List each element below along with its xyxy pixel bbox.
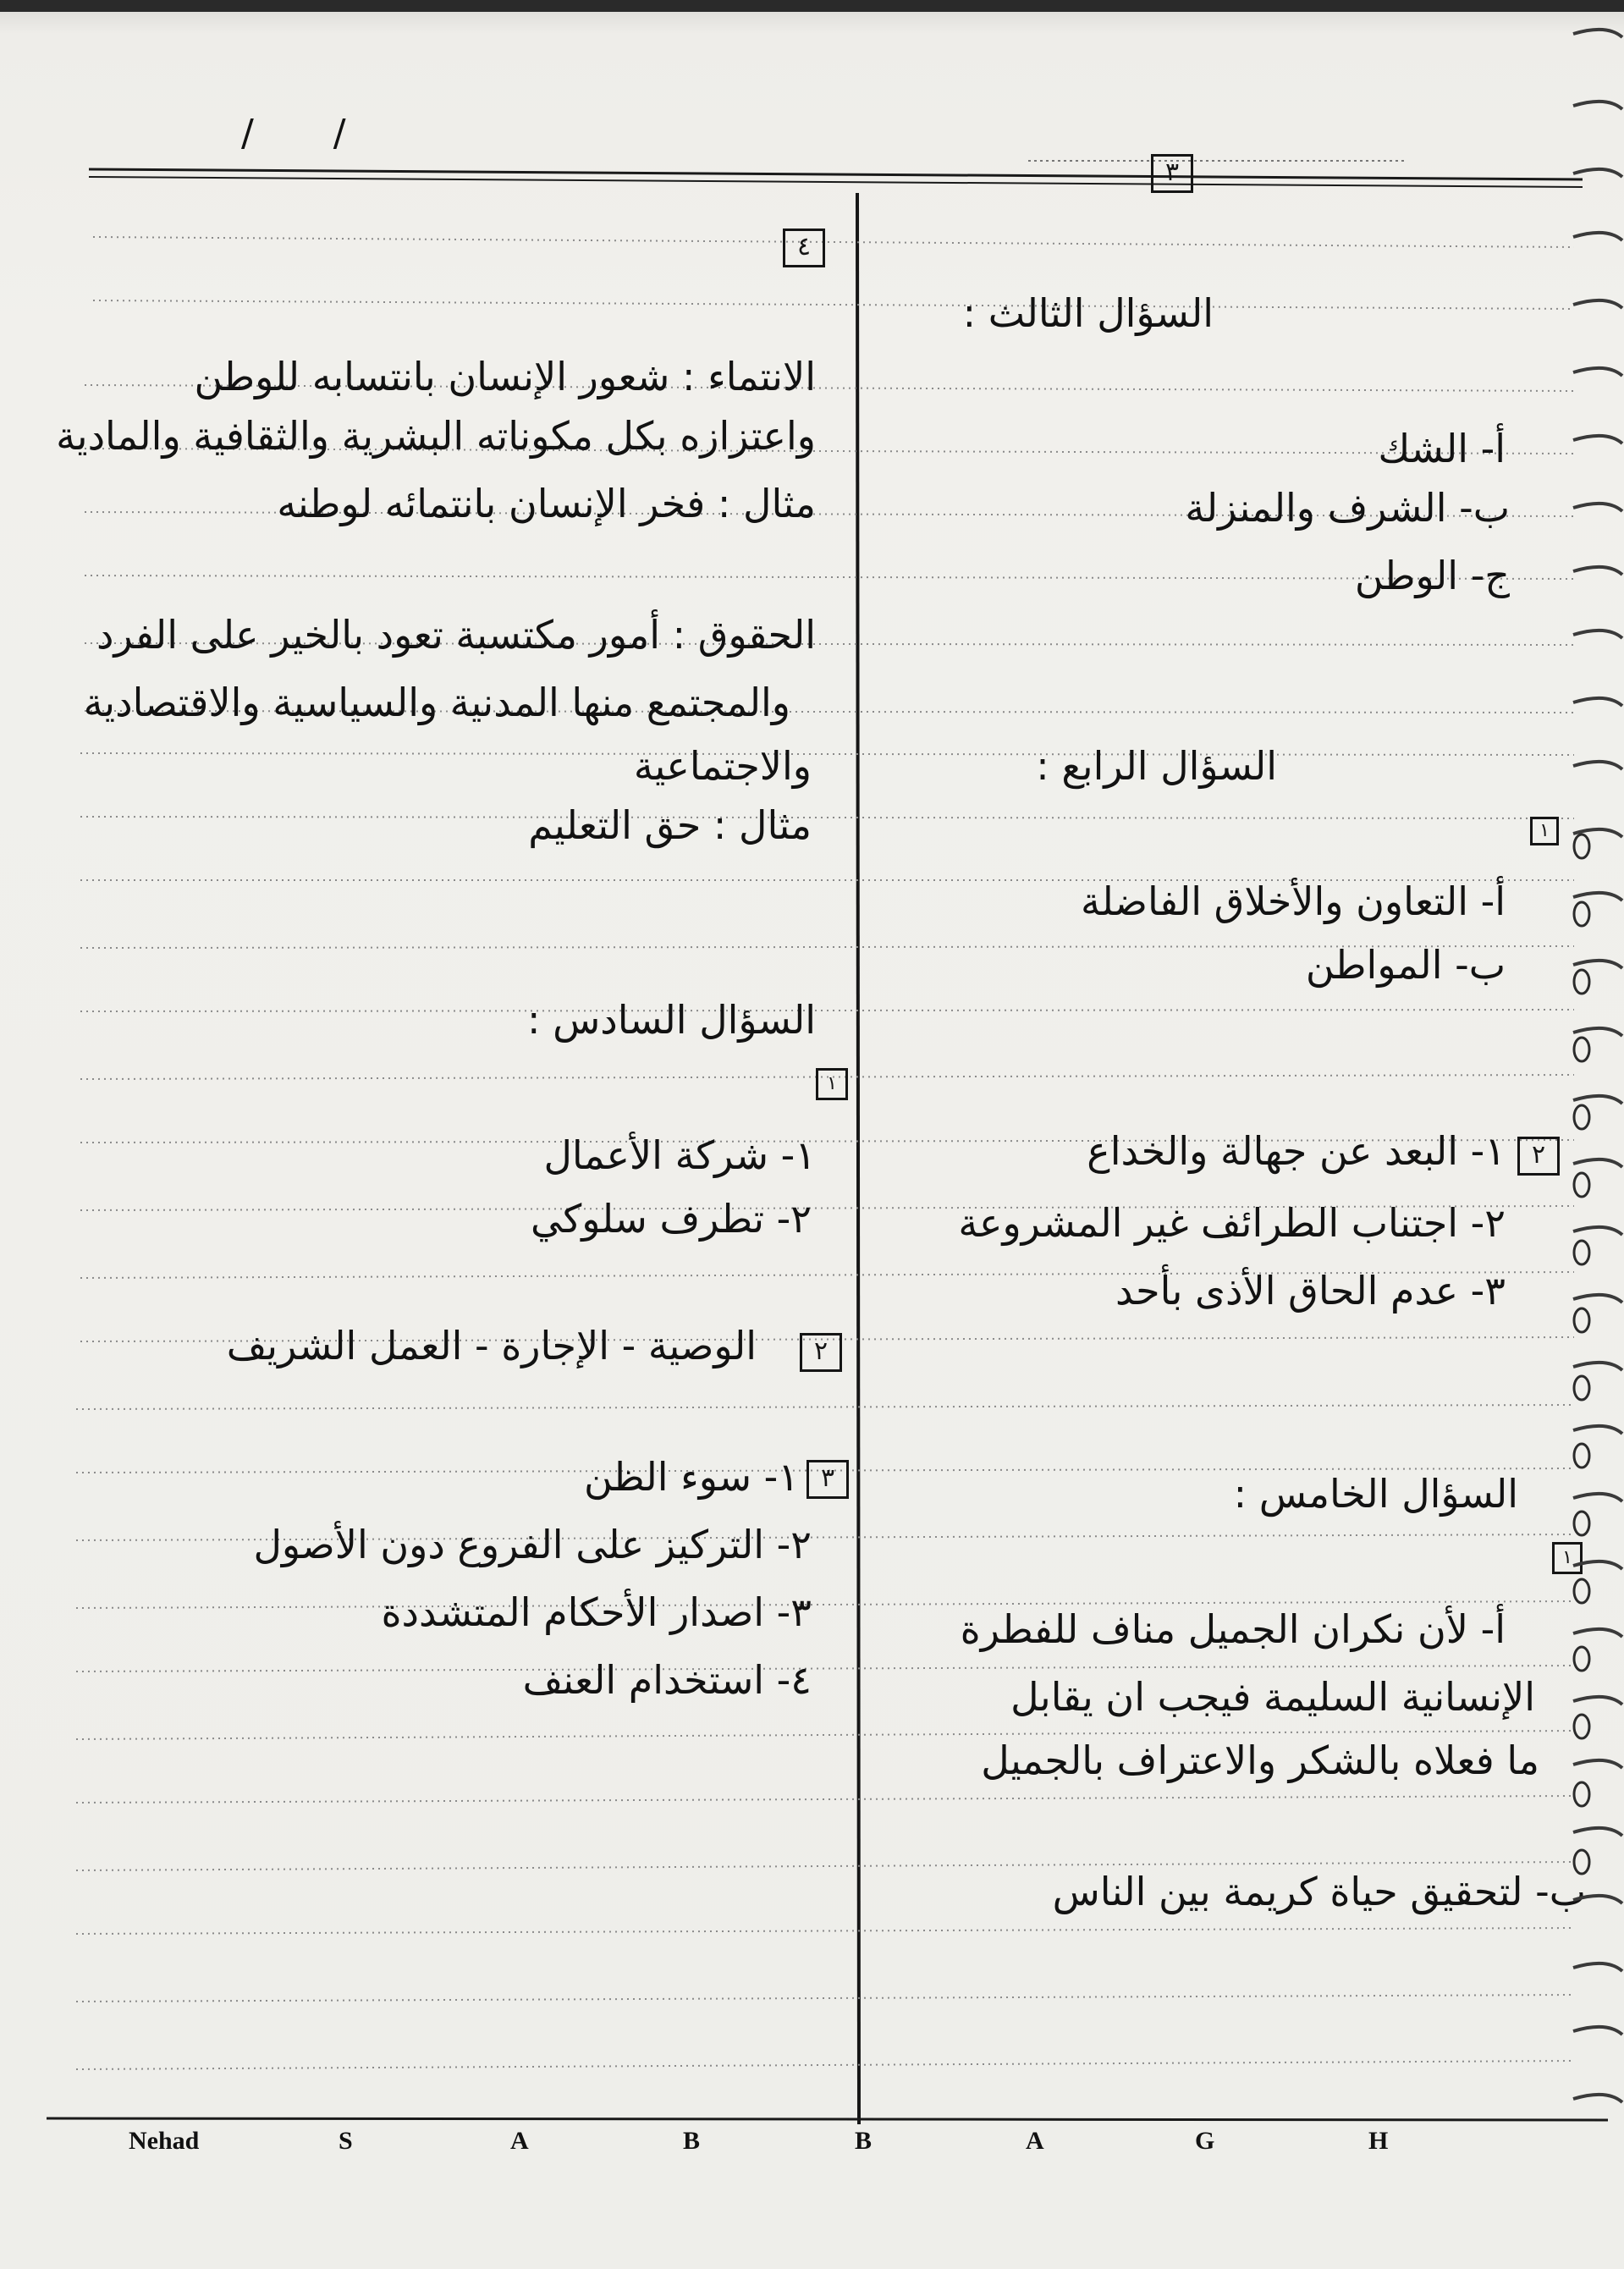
footer-label-h: H bbox=[1368, 2127, 1389, 2155]
date-slashes: / / bbox=[241, 112, 380, 155]
footer-label-s: S bbox=[339, 2127, 353, 2155]
rights-line1: الحقوق : أمور مكتسبة تعود بالخير على الفرد bbox=[96, 612, 816, 658]
q6-part3-2: ٢- التركيز على الفروع دون الأصول bbox=[253, 1522, 812, 1567]
rights-line3: والاجتماعية bbox=[633, 743, 812, 789]
rights-example: مثال : حق التعليم bbox=[528, 802, 812, 848]
question-6-title: السؤال السادس : bbox=[526, 997, 816, 1043]
footer-label-nehad: Nehad bbox=[129, 2127, 200, 2155]
q6-box-3: ٣ bbox=[806, 1460, 849, 1499]
belonging-line2: واعتزازه بكل مكوناته البشرية والثقافية والمادية bbox=[56, 413, 816, 459]
q6-part2: الوصية - الإجارة - العمل الشريف bbox=[226, 1323, 757, 1369]
q4-part1-a: أ- التعاون والأخلاق الفاضلة bbox=[1081, 878, 1506, 924]
footer-label-g: G bbox=[1195, 2127, 1215, 2155]
q6-part3-3: ٣- اصدار الأحكام المتشددة bbox=[381, 1589, 812, 1635]
q4-part2-3: ٣- عدم الحاق الأذى بأحد bbox=[1115, 1268, 1506, 1313]
footer-label-a2: A bbox=[1026, 2127, 1044, 2155]
q3-answer-b: ب- الشرف والمنزلة bbox=[1185, 485, 1510, 531]
rights-line2: والمجتمع منها المدنية والسياسية والاقتصادية bbox=[83, 680, 790, 725]
q4-part1-b: ب- المواطن bbox=[1305, 942, 1506, 988]
q5-box-1: ١ bbox=[1552, 1542, 1583, 1574]
belonging-line1: الانتماء : شعور الإنسان بانتسابه للوطن bbox=[194, 354, 816, 399]
q5-part1-line1: أ- لأن نكران الجميل مناف للفطرة bbox=[960, 1606, 1506, 1652]
footer-label-b2: B bbox=[855, 2127, 873, 2155]
q5-part1-line3: ما فعلاه بالشكر والاعتراف بالجميل bbox=[981, 1738, 1539, 1783]
q3-answer-a: أ- الشك bbox=[1378, 426, 1506, 471]
q6-part1-2: ٢- تطرف سلوكي bbox=[531, 1196, 812, 1242]
q5-part1-b: ب- لتحقيق حياة كريمة بين الناس bbox=[1052, 1869, 1586, 1914]
spiral-binding bbox=[1548, 0, 1624, 2269]
q4-box-1: ١ bbox=[1530, 817, 1559, 845]
question-3-title: السؤال الثالث : bbox=[962, 290, 1214, 336]
q3-answer-c: ج- الوطن bbox=[1354, 553, 1510, 598]
q6-part3-4: ٤- استخدام العنف bbox=[522, 1657, 812, 1703]
q6-part3-1: ١- سوء الظن bbox=[583, 1454, 799, 1500]
q6-part1-1: ١- شركة الأعمال bbox=[543, 1132, 816, 1178]
page-number-box: ٣ bbox=[1151, 154, 1193, 193]
q4-part2-1: ١- البعد عن جهالة والخداع bbox=[1087, 1128, 1506, 1174]
q4-part2-2: ٢- اجتناب الطرائف غير المشروعة bbox=[958, 1200, 1506, 1246]
q4-box-2: ٢ bbox=[1517, 1137, 1560, 1176]
question-5-title: السؤال الخامس : bbox=[1233, 1471, 1518, 1517]
footer-label-a1: A bbox=[510, 2127, 529, 2155]
q5-part1-line2: الإنسانية السليمة فيجب ان يقابل bbox=[1010, 1674, 1535, 1720]
left-top-box: ٤ bbox=[783, 229, 825, 267]
question-4-title: السؤال الرابع : bbox=[1036, 743, 1277, 789]
footer-label-b1: B bbox=[683, 2127, 701, 2155]
belonging-example: مثال : فخر الإنسان بانتمائه لوطنه bbox=[277, 481, 816, 526]
q6-box-2: ٢ bbox=[800, 1333, 842, 1372]
q6-box-1: ١ bbox=[816, 1068, 848, 1100]
